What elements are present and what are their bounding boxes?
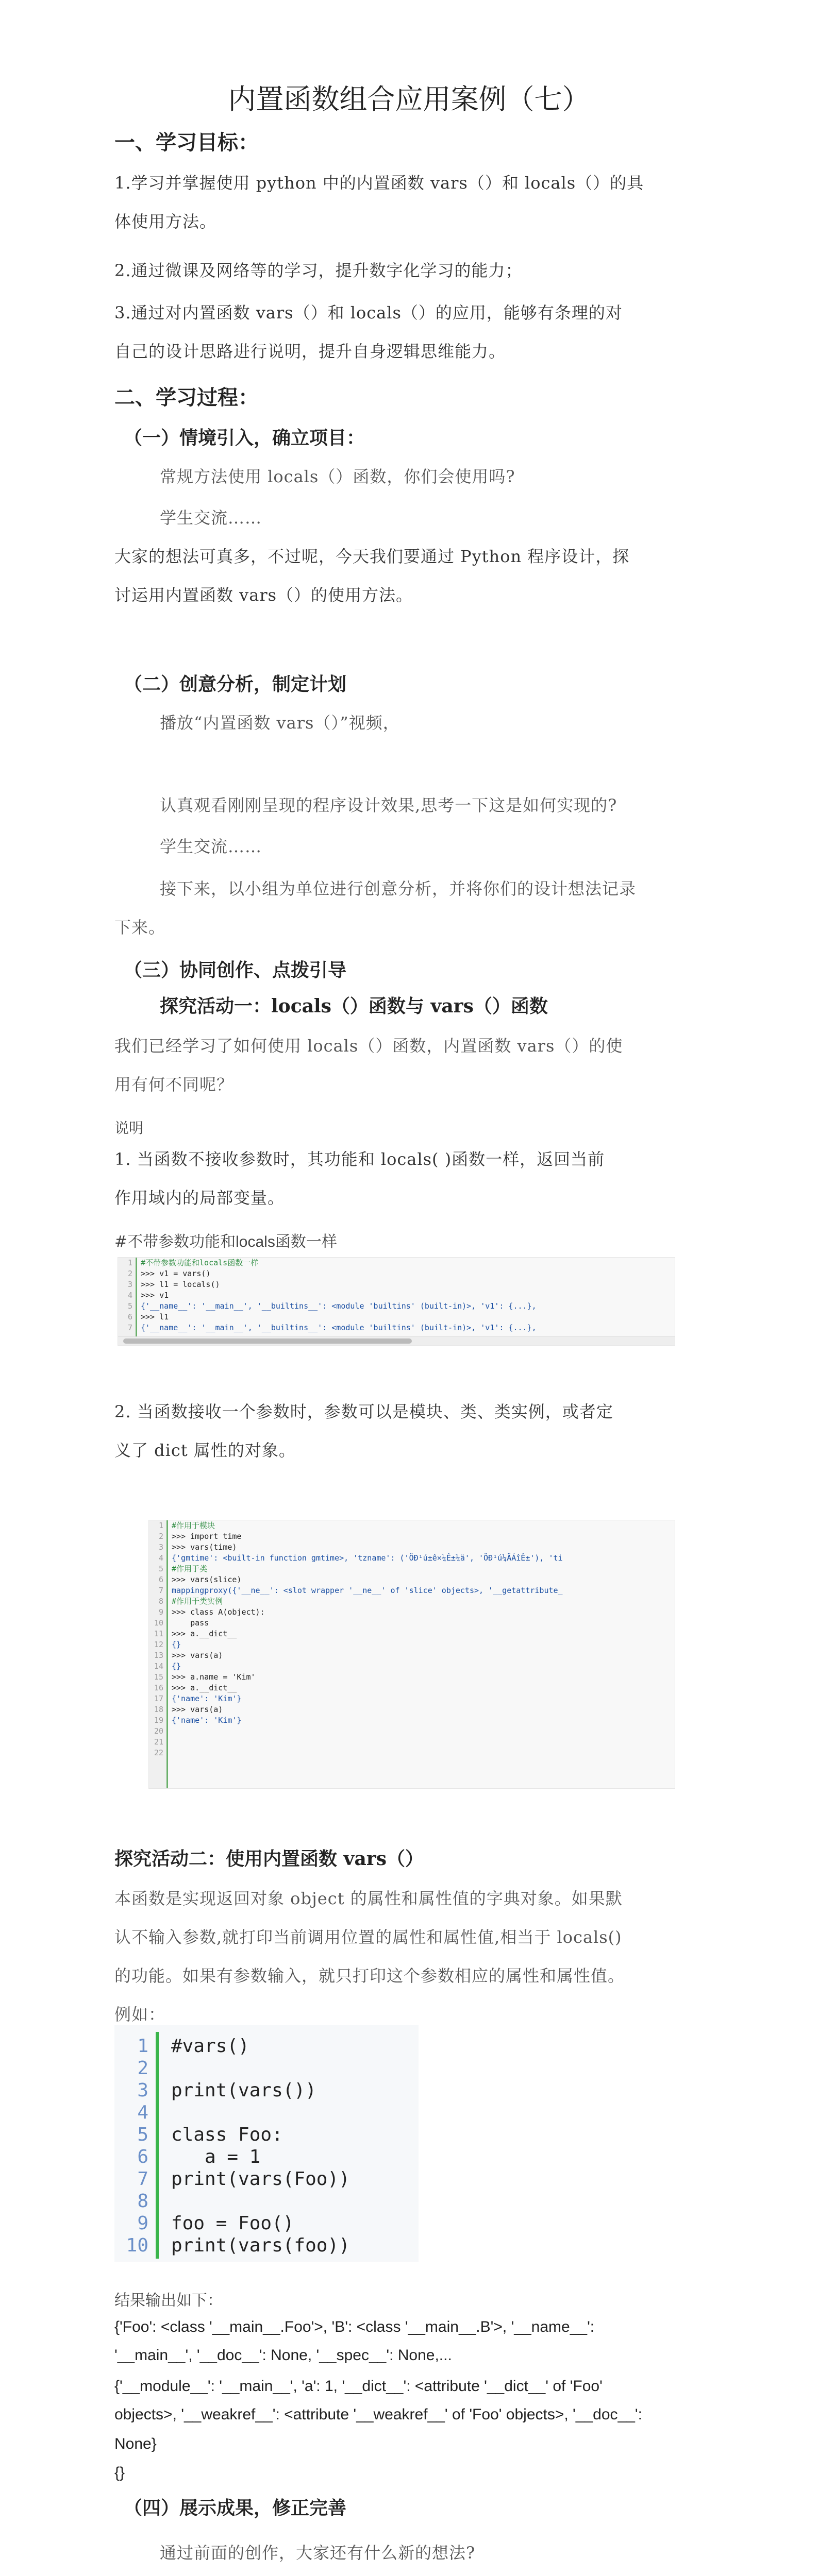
line-number: 13 [154, 1651, 163, 1660]
line-number: 10 [126, 2235, 148, 2256]
code-line: >>> vars(a) [172, 1705, 223, 1714]
objective-1-line-1: 1.学习并掌握使用 python 中的内置函数 vars（）和 locals（）的具 [114, 173, 644, 193]
line-number: 20 [154, 1726, 163, 1736]
code-line: >>> a.name = 'Kim' [172, 1672, 256, 1682]
code-block-2-gutter [149, 1520, 168, 1788]
line-number: 8 [137, 2191, 148, 2212]
activity-2-line-1: 本函数是实现返回对象 object 的属性和属性值的字典对象。如果默 [114, 1889, 623, 1908]
line-number: 21 [154, 1737, 163, 1747]
line-number: 15 [154, 1672, 163, 1682]
part-4-p1: 通过前面的创作，大家还有什么新的想法? [160, 2543, 476, 2563]
code-line: pass [172, 1618, 209, 1628]
part-2-p4-line-2: 下来。 [114, 918, 166, 937]
part-2-p1: 播放“内置函数 vars（）”视频， [160, 713, 400, 733]
code-block-1-lines [141, 1258, 675, 1333]
line-number: 7 [158, 1586, 163, 1595]
result-line-3: {'__module__': '__main__', 'a': 1, '__dict__': <attribute '__dict__' of 'Foo' [114, 2378, 603, 2395]
line-number: 2 [127, 1269, 132, 1278]
part-2-p2: 认真观看刚刚呈现的程序设计效果,思考一下这是如何实现的? [160, 795, 617, 815]
code-block-3-gutter [114, 2035, 148, 2257]
code-line: #vars() [171, 2036, 249, 2057]
code-block-2 [148, 1520, 675, 1789]
code-line: >>> v1 = vars() [141, 1269, 211, 1278]
part-2-p3: 学生交流…… [160, 837, 262, 856]
line-number: 1 [127, 1258, 132, 1267]
result-line-2: '__main__', '__doc__': None, '__spec__': None,... [114, 2347, 452, 2364]
code-block-3-lines [171, 2035, 350, 2257]
code-line: {} [172, 1640, 181, 1649]
code-block-2-lines [172, 1520, 675, 1726]
code-block-3 [114, 2025, 419, 2262]
code-block-1-gutter [118, 1258, 137, 1345]
code-1-caption-word: locals [236, 1233, 275, 1250]
note-2-line-2: 义了 dict 属性的对象。 [114, 1440, 296, 1460]
line-number: 19 [154, 1716, 163, 1725]
code-line: >>> class A(object): [172, 1607, 265, 1617]
line-number: 17 [154, 1694, 163, 1703]
code-line: >>> vars(time) [172, 1543, 237, 1552]
section-1-heading: 一、学习目标： [114, 131, 259, 155]
part-3-p1-line-1: 我们已经学习了如何使用 locals（）函数，内置函数 vars（）的使 [114, 1036, 623, 1056]
line-number: 6 [158, 1575, 163, 1584]
scrollbar-thumb[interactable] [123, 1338, 412, 1344]
code-line: {} [172, 1662, 181, 1671]
code-line [171, 2190, 350, 2212]
code-line: #作用于类实例 [172, 1597, 223, 1606]
line-number: 16 [154, 1683, 163, 1692]
note-1-line-2: 作用域内的局部变量。 [114, 1188, 285, 1208]
code-line: print(vars(Foo)) [171, 2168, 350, 2190]
code-line: {'name': 'Kim'} [172, 1694, 242, 1703]
code-line: {'__name__': '__main__', '__builtins__': <module 'builtins' (built-in)>, 'v1': {...}, [141, 1301, 537, 1311]
line-number: 22 [154, 1748, 163, 1757]
line-number: 9 [137, 2213, 148, 2234]
line-number: 2 [158, 1532, 163, 1541]
line-number: 6 [127, 1312, 132, 1321]
document-title: 内置函数组合应用案例（七） [228, 83, 590, 115]
line-number: 2 [137, 2058, 148, 2079]
result-line-4: objects>, '__weakref__': <attribute '__weakref__' of 'Foo' objects>, '__doc__': [114, 2406, 642, 2423]
part-1-p1: 常规方法使用 locals（）函数，你们会使用吗? [160, 467, 515, 486]
line-number: 3 [158, 1543, 163, 1552]
code-line [171, 2102, 350, 2124]
code-line: mappingproxy({'__ne__': <slot wrapper '__ne__' of 'slice' objects>, '__getattribute_ [172, 1586, 563, 1595]
objective-3-line-1: 3.通过对内置函数 vars（）和 locals（）的应用，能够有条理的对 [114, 303, 623, 323]
code-line: print(vars(foo)) [171, 2235, 350, 2256]
activity-2-heading: 探究活动二：使用内置函数 vars（） [114, 1848, 424, 1870]
code-block-1 [118, 1257, 675, 1346]
part-4-heading: （四）展示成果，修正完善 [124, 2498, 347, 2519]
part-3-p1-line-2: 用有何不同呢？ [114, 1075, 234, 1094]
line-number: 10 [154, 1618, 163, 1628]
code-block-3-bar [156, 2032, 159, 2259]
note-label: 说明 [114, 1120, 144, 1137]
line-number: 18 [154, 1705, 163, 1714]
line-number: 6 [137, 2146, 148, 2167]
part-2-heading: （二）创意分析，制定计划 [124, 674, 347, 695]
line-number: 12 [154, 1640, 163, 1649]
code-1-caption [114, 1229, 337, 1251]
line-number: 7 [127, 1323, 132, 1332]
result-line-5: None} [114, 2435, 157, 2452]
line-number: 4 [137, 2102, 148, 2123]
code-line [171, 2057, 350, 2079]
code-1-caption-prefix: #不带参数功能和 [114, 1233, 236, 1251]
line-number: 9 [158, 1607, 163, 1617]
line-number: 5 [127, 1301, 132, 1311]
code-line: {'name': 'Kim'} [172, 1716, 242, 1725]
part-2-p4-line-1: 接下来，以小组为单位进行创意分析，并将你们的设计想法记录 [160, 879, 637, 899]
line-number: 1 [158, 1521, 163, 1530]
part-1-p3-line-2: 讨运用内置函数 vars（）的使用方法。 [114, 585, 413, 605]
code-line: foo = Foo() [171, 2213, 294, 2234]
code-block-1-scrollbar[interactable] [118, 1336, 675, 1345]
objective-1-line-2: 体使用方法。 [114, 212, 217, 231]
note-2-line-1: 2. 当函数接收一个参数时，参数可以是模块、类、类实例，或者定 [114, 1402, 613, 1421]
code-line: print(vars()) [171, 2080, 316, 2101]
activity-2-line-2: 认不输入参数,就打印当前调用位置的属性和属性值,相当于 locals() [114, 1927, 622, 1947]
line-number: 4 [127, 1291, 132, 1300]
code-line: #不带参数功能和locals函数一样 [141, 1258, 259, 1267]
code-line: >>> l1 [141, 1312, 169, 1321]
line-number: 5 [158, 1564, 163, 1573]
line-number: 3 [137, 2080, 148, 2101]
line-number: 3 [127, 1280, 132, 1289]
code-line: class Foo: [171, 2124, 283, 2145]
code-line: >>> a.__dict__ [172, 1683, 237, 1692]
objective-2: 2.通过微课及网络等的学习，提升数字化学习的能力； [114, 261, 523, 280]
section-2-heading: 二、学习过程： [114, 386, 259, 410]
line-number: 1 [137, 2036, 148, 2057]
line-number: 14 [154, 1662, 163, 1671]
activity-2-line-3: 的功能。如果有参数输入，就只打印这个参数相应的属性和属性值。 [114, 1966, 625, 1986]
line-number: 11 [154, 1629, 163, 1638]
code-line: >>> v1 [141, 1291, 169, 1300]
part-3-heading: （三）协同创作、点拨引导 [124, 960, 347, 981]
line-number: 5 [137, 2124, 148, 2145]
code-line: {'__name__': '__main__', '__builtins__': <module 'builtins' (built-in)>, 'v1': {...}, [141, 1323, 537, 1332]
result-line-6: {} [114, 2464, 125, 2481]
result-label: 结果输出如下： [114, 2292, 223, 2310]
code-1-caption-suffix: 函数一样 [275, 1233, 337, 1251]
code-line: {'gmtime': <built-in function gmtime>, 'tzname': ('ÖÐ¹ú±ê×¼Ê±¼ä', 'ÖÐ¹ú¼ÄÁîÊ±'), 'ti [172, 1553, 563, 1563]
part-1-p2: 学生交流…… [160, 508, 262, 528]
activity-2-line-4: 例如： [114, 2005, 166, 2024]
part-1-heading: （一）情境引入，确立项目： [124, 428, 365, 449]
activity-1-heading: 探究活动一：locals（）函数与 vars（）函数 [160, 995, 548, 1017]
result-line-1: {'Foo': <class '__main__.Foo'>, 'B': <class '__main__.B'>, '__name__': [114, 2318, 595, 2335]
line-number: 7 [137, 2168, 148, 2190]
part-1-p3-line-1: 大家的想法可真多，不过呢，今天我们要通过 Python 程序设计，探 [114, 547, 630, 566]
code-line: #作用于类 [172, 1564, 208, 1573]
line-number: 8 [158, 1597, 163, 1606]
code-line: #作用于模块 [172, 1521, 215, 1530]
line-number: 4 [158, 1553, 163, 1563]
code-line: >>> l1 = locals() [141, 1280, 220, 1289]
code-line: >>> a.__dict__ [172, 1629, 237, 1638]
code-line: a = 1 [171, 2146, 261, 2167]
objective-3-line-2: 自己的设计思路进行说明，提升自身逻辑思维能力。 [114, 342, 506, 361]
code-line: >>> vars(slice) [172, 1575, 242, 1584]
code-line: >>> vars(a) [172, 1651, 223, 1660]
note-1-line-1: 1. 当函数不接收参数时，其功能和 locals( )函数一样，返回当前 [114, 1149, 605, 1169]
code-line: >>> import time [172, 1532, 242, 1541]
